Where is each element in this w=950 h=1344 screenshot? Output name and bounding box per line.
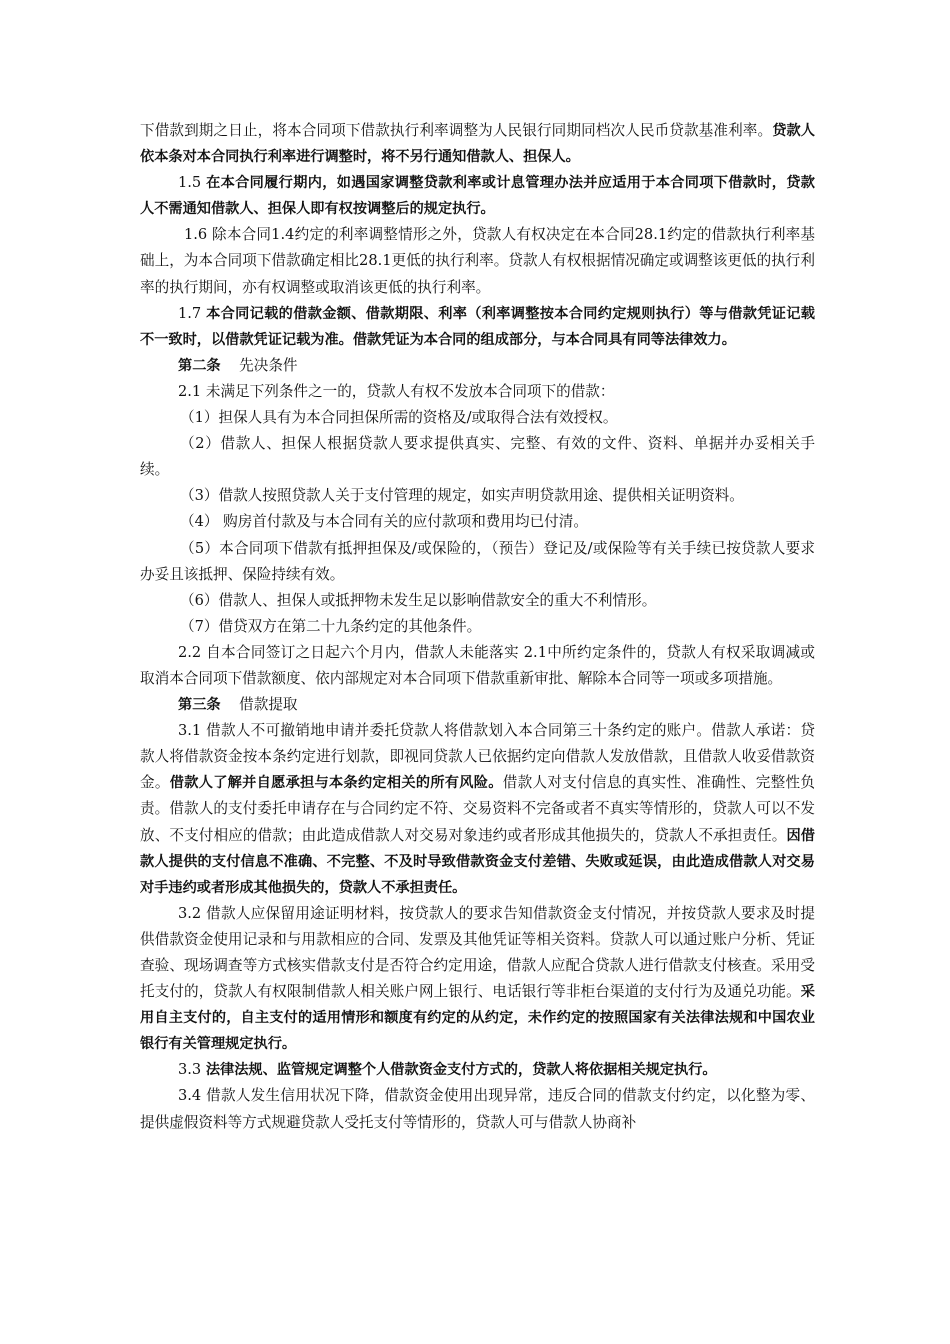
paragraph-3-1: 3.1 借款人不可撤销地申请并委托贷款人将借款划入本合同第三十条约定的账户。借款人承诺：贷款人将借款资金按本条约定进行划款，即视同贷款人已依据约定向借款人发放借款，且借款人收妥借款资金。借款人了解并自愿承担与本条约定相关的所有风险。借款人对支付信息的真实性、准确性、完整性负责。借款人的支付委托申请存在与合同约定不符、交易资料不完备或者不真实等情形的，贷款人可以不发放、不支付相应的借款；由此造成借款人对交易对象违约或者形成其他损失的，贷款人不承担责任。因借款人提供的支付信息不准确、不完整、不及时导致借款资金支付差错、失败或延误，由此造成借款人对交易对手违约或者形成其他损失的，贷款人不承担责任。: [140, 722, 815, 896]
condition-item: （6）借款人、担保人或抵押物未发生足以影响借款安全的重大不利情形。: [180, 591, 657, 609]
condition-item: （1）担保人具有为本合同担保所需的资格及/或取得合法有效授权。: [180, 409, 618, 427]
paragraph-2-2: 2.2 自本合同签订之日起六个月内，借款人未能落实 2.1中所约定条件的，贷款人有权采取调减或取消本合同项下借款额度、依内部规定对本合同项下借款重新审批、解除本合同等一项或多项措施。: [140, 643, 815, 687]
paragraph-1-4-continued: 下借款到期之日止，将本合同项下借款执行利率调整为人民银行同期同档次人民币贷款基准利率。贷款人依本条对本合同执行利率进行调整时，将不另行通知借款人、担保人。: [140, 122, 815, 166]
article-title: 先决条件: [239, 356, 298, 374]
condition-item: （5）本合同项下借款有抵押担保及/或保险的，（预告）登记及/或保险等有关手续已按贷款人要求办妥且该抵押、保险持续有效。: [140, 539, 815, 583]
condition-item: （7）借贷双方在第二十九条约定的其他条件。: [180, 617, 482, 635]
bold-clause: 因借款人提供的支付信息不准确、不完整、不及时导致借款资金支付差错、失败或延误，由此造成借款人对交易对手违约或者形成其他损失的，贷款人不承担责任。: [140, 827, 815, 896]
bold-clause: 法律法规、监管规定调整个人借款资金支付方式的，贷款人将依据相关规定执行。: [205, 1062, 717, 1079]
bold-clause: 贷款人依本条对本合同执行利率进行调整时，将不另行通知借款人、担保人。: [140, 123, 815, 166]
paragraph-3-3: 3.3 法律法规、监管规定调整个人借款资金支付方式的，贷款人将依据相关规定执行。: [178, 1061, 717, 1079]
bold-clause: 借款人了解并自愿承担与本条约定相关的所有风险。: [169, 775, 503, 792]
condition-item: （4） 购房首付款及与本合同有关的应付款项和费用均已付清。: [180, 513, 588, 531]
condition-item: （3）借款人按照贷款人关于支付管理的规定，如实声明贷款用途、提供相关证明资料。: [180, 487, 744, 505]
article-2-heading: [140, 353, 815, 379]
paragraph-1-5: 1.5 在本合同履行期内，如遇国家调整贷款利率或计息管理办法并应适用于本合同项下借款时，贷款人不需通知借款人、担保人即有权按调整后的规定执行。: [140, 174, 815, 218]
article-title: 借款提取: [239, 696, 298, 714]
condition-item: （2）借款人、担保人根据贷款人要求提供真实、完整、有效的文件、资料、单据并办妥相关手续。: [140, 435, 815, 479]
paragraph-1-6: 1.6 除本合同1.4约定的利率调整情形之外，贷款人有权决定在本合同28.1约定的借款执行利率基础上，为本合同项下借款确定相比28.1更低的执行利率。贷款人有权根据情况确定或调整该更低的执行利率的执行期间，亦有权调整或取消该更低的执行利率。: [140, 226, 815, 296]
article-3-heading: [140, 692, 815, 718]
bold-clause: 采用自主支付的，自主支付的适用情形和额度有约定的从约定，未作约定的按照国家有关法律法规和中国农业银行有关管理规定执行。: [140, 984, 815, 1053]
contract-text: [140, 118, 815, 1136]
article-number: 第三条: [178, 697, 221, 714]
bold-clause: 在本合同履行期内，如遇国家调整贷款利率或计息管理办法并应适用于本合同项下借款时，贷款人不需通知借款人、担保人即有权按调整后的规定执行。: [140, 175, 815, 218]
article-number: 第二条: [178, 357, 221, 374]
paragraph-1-7: 1.7 本合同记载的借款金额、借款期限、利率（利率调整按本合同约定规则执行）等与借款凭证记载不一致时，以借款凭证记载为准。借款凭证为本合同的组成部分，与本合同具有同等法律效力。: [140, 304, 815, 348]
paragraph-3-4: 3.4 借款人发生信用状况下降，借款资金使用出现异常，违反合同的借款支付约定，以化整为零、提供虚假资料等方式规避贷款人受托支付等情形的，贷款人可与借款人协商补: [140, 1087, 815, 1131]
paragraph-2-1: 2.1 未满足下列条件之一的，贷款人有权不发放本合同项下的借款：: [178, 382, 615, 400]
paragraph-3-2: 3.2 借款人应保留用途证明材料，按贷款人的要求告知借款资金支付情况，并按贷款人要求及时提供借款资金使用记录和与用款相应的合同、发票及其他凭证等相关资料。贷款人可以通过账户分析、凭证查验、现场调查等方式核实借款支付是否符合约定用途，借款人应配合贷款人进行借款支付核查。采用受托支付的，贷款人有权限制借款人相关账户网上银行、电话银行等非柜台渠道的支付行为及通兑功能。采用自主支付的，自主支付的适用情形和额度有约定的从约定，未作约定的按照国家有关法律法规和中国农业银行有关管理规定执行。: [140, 904, 815, 1053]
bold-clause: 本合同记载的借款金额、借款期限、利率（利率调整按本合同约定规则执行）等与借款凭证记载不一致时，以借款凭证记载为准。借款凭证为本合同的组成部分，与本合同具有同等法律效力。: [140, 305, 815, 348]
